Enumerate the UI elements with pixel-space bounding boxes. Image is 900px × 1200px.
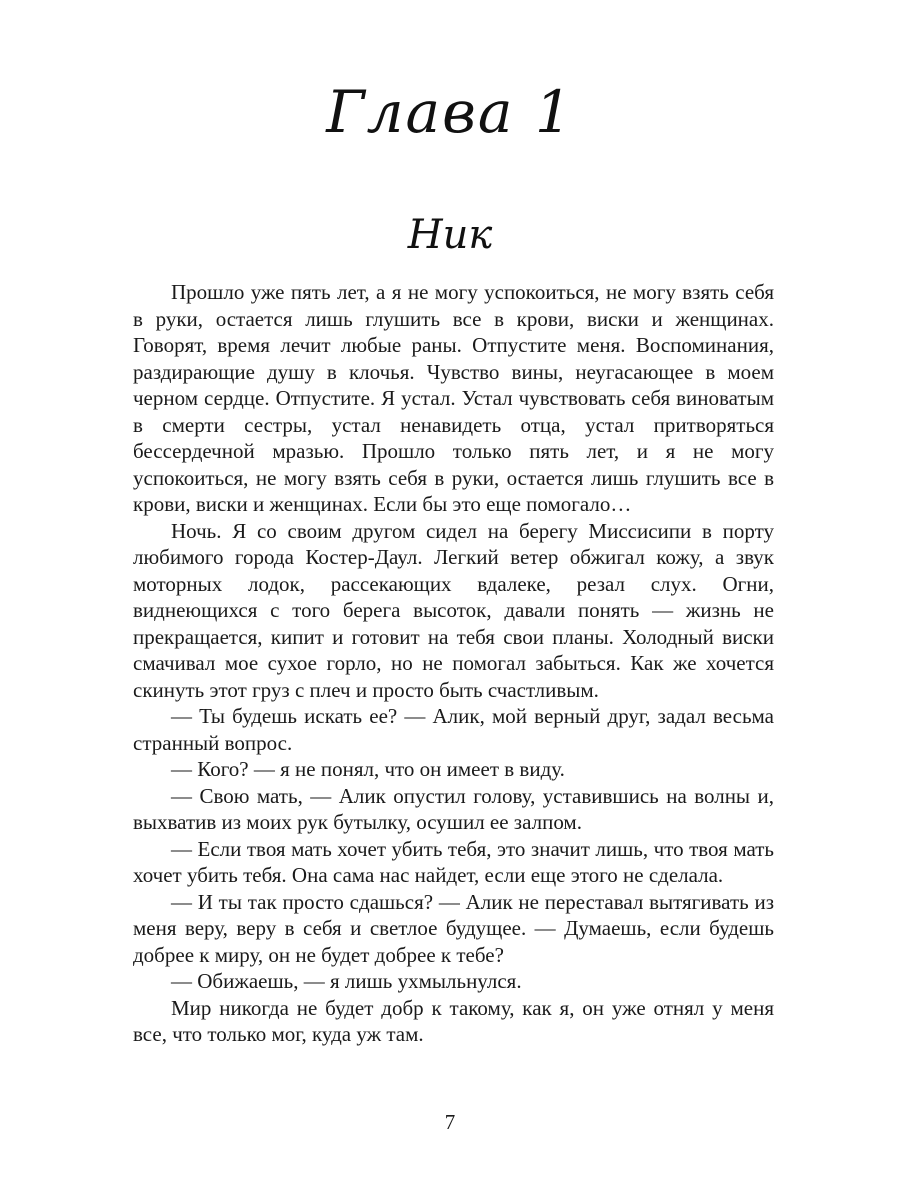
paragraph: — И ты так просто сдашься? — Алик не переставал вытягивать из меня веру, веру в себя и светлое будущее. — Думаешь, если будешь добрее к миру, он не будет добрее к тебе? bbox=[133, 889, 774, 967]
body-text bbox=[133, 279, 774, 1048]
paragraph: — Кого? — я не понял, что он имеет в виду. bbox=[171, 757, 565, 781]
chapter-title: Глава 1 bbox=[326, 78, 574, 146]
paragraph: Мир никогда не будет добр к такому, как я, он уже отнял у меня все, что только мог, куда уж там. bbox=[133, 995, 774, 1046]
paragraph: — Свою мать, — Алик опустил голову, уставившись на волны и, выхватив из моих рук бутылку, осушил ее залпом. bbox=[133, 783, 774, 834]
paragraph: — Если твоя мать хочет убить тебя, это значит лишь, что твоя мать хочет убить тебя. Она сама нас найдет, если еще этого не сделала. bbox=[133, 836, 774, 887]
paragraph: Прошло уже пять лет, а я не могу успокоиться, не могу взять себя в руки, остается лишь глушить все в крови, виски и женщинах. Говорят, время лечит любые раны. Отпустите меня. Воспоминания, раздирающие душу в клочья. Чувство вины, неугасающее в моем черном сердце. Отпустите. Я устал. Устал чувствовать себя виноватым в смерти сестры, устал ненавидеть отца, устал притворяться бессердечной мразью. Прошло только пять лет, и я не могу успокоиться, не могу взять себя в руки, остается лишь глушить все в крови, виски и женщинах. Если бы это еще помогало… bbox=[133, 280, 774, 516]
paragraph: Ночь. Я со своим другом сидел на берегу Миссисипи в порту любимого города Костер-Даул. Легкий ветер обжигал кожу, а звук моторных лодок, рассекающих вдалеке, резал слух. Огни, виднеющихся с того берега высоток, давали понять — жизнь не прекращается, кипит и готовит на тебя свои планы. Холодный виски смачивал мое сухое горло, но не помогал забыться. Как же хочется скинуть этот груз с плеч и просто быть счастливым. bbox=[133, 518, 774, 702]
section-title: Ник bbox=[407, 212, 493, 258]
page-number: 7 bbox=[444, 1110, 456, 1134]
paragraph: — Обижаешь, — я лишь ухмыльнулся. bbox=[171, 969, 522, 993]
paragraph: — Ты будешь искать ее? — Алик, мой верный друг, задал весьма странный вопрос. bbox=[133, 704, 774, 755]
